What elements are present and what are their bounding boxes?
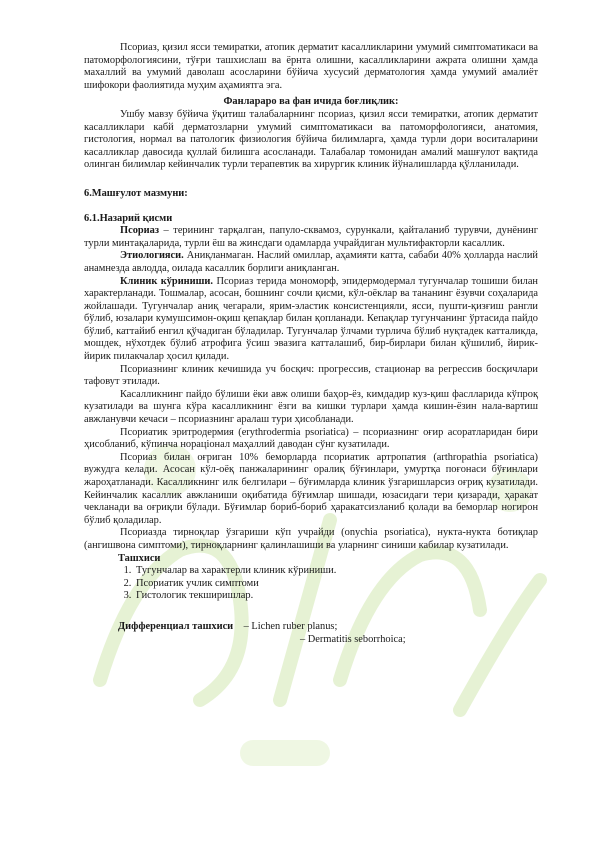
diagnosis-title: Ташхиси (118, 552, 161, 564)
interdisciplinary-paragraph: Ушбу мавзу бўйича ўқитиш талабаларнинг псориаз, қизил ясси темиратки, атопик дерматит касалликлари кабй дерматозларни умумий симптоматикаси ва патоморфологияси, анатомия, гистология, нормал ва патологик физиология бўйича билимларга, ҳамда турли дори воситаларини касалликлар давосида қуллай билишга асосланади. Талабалар томонидан амалий машғулот вақтида олинган билимлар кейинчалик турли терапевтик ва хирургик клиник йўналишларда қўлланилади. (84, 108, 538, 171)
etiology-paragraph (84, 250, 538, 275)
subsection-title: 6.1.Назарий қисми (84, 212, 173, 224)
clinical-term: Клиник кўриниши. (120, 275, 214, 287)
diagnosis-list (84, 565, 538, 603)
clinical-text: Псориаз терида мономорф, эпидермодермал тугунчалар тошиши билан характерланади. Тошмалар, асосан, бошнинг сочли қисми, кўл-оёклар ва тананинг ёзувчи соҳаларида жойлашади. Тугунчалар аниқ чегарали, ярим-эластик консистенцияли, ясси, пушти-қизғиш рангли бўлиб, юзалари кумушсимон-оқиш қепақлар билан қопланади. Кепақлар тугунчанинг ўртасида пайдо бўлиб, каттайиб енгил қўчадиган бўладилар. Тугунчалар ўлчами турлича бўлиб нуқтадек катталикда, мошдек, нўхотдек бўлиб атрофига ўсиш эвазига катталашиб, бир-бирлари билан қўшилиб, йирик-йирик пилакчалар ҳосил қилади. (84, 275, 538, 363)
seasonal-paragraph: Касалликнинг пайдо бўлиши ёки авж олиши баҳор-ёз, кимдадир куз-қиш фаслларида кўпроқ кузатилади ва шунга кўра касалликнинг ёзги ва кишки турлари ҳамда кишин-ёзин нала-вартиш авжланувчи кечаси – псориазнинг аралаш тури ҳисобланади. (84, 388, 538, 426)
clinical-paragraph (84, 276, 538, 364)
differential-line (84, 621, 538, 634)
psoriasis-definition: – терининг тарқалган, папуло-сквамоз, сурункали, қайталаниб турувчи, дунёнинг турли минтақаларида, турли ёш ва жинсдаги одамларда учрайдиган мультифакторли касаллик. (84, 225, 538, 249)
etiology-term: Этиологияси. (120, 250, 184, 262)
differential-title: Дифференциал ташхиси (118, 620, 234, 632)
psoriasis-term: Псориаз (120, 225, 160, 237)
section-title: 6.Машғулот мазмуни: (84, 187, 188, 199)
list-item: 2. Псориатик учлик симптоми (134, 578, 538, 591)
list-item: 3. Гистологик текширишлар. (134, 590, 538, 603)
differential-item: – Dermatitis seborrhoica; (300, 633, 406, 645)
intro-paragraph: Псориаз, қизил ясси темиратки, атопик дерматит касалликларини умумий симптоматикаси ва патоморфологиясини, тўғри ташхислаш ва ёрнта олишни, касалликларини ажрата олишни ҳамда махаллий ва умумий даволаш асосларини бўйича хусусий дерматология ҳамда умумий амалиёт шифокори фаолиятида муҳим аҳамиятга эга. (84, 42, 538, 91)
interdisciplinary-title: Фанлараро ва фан ичида боғлиқлик: (223, 96, 399, 108)
psoriasis-paragraph (84, 225, 538, 250)
course-paragraph: Псориазнинг клиник кечишида уч босқич: прогрессив, стационар ва регрессив босқичлари тафовут этилади. (84, 363, 538, 388)
list-item: 1. Тугунчалар ва характерли клиник кўриниши. (134, 565, 538, 578)
erythrodermia-paragraph: Псориатик эритродермия (erythrodermia psoriatica) – псориазнинг оғир асоратларидан бири ҳисобланиб, кўпинча нораціонал маҳаллий даводан сўнг кузатилади. (84, 426, 538, 451)
differential-item: – Lichen ruber planus; (243, 620, 338, 632)
arthropathia-paragraph: Псориаз билан оғриган 10% беморларда псориатик артропатия (arthropathia psoriatica) вужудга келади. Асосан кўл-оёқ панжаларининг оралиқ бўғинлари, умуртқа поғонаси бўғинлари жароҳатланади. Касалликнинг илк белгилари – бўғимларда клиник ўзгаришларсиз оғриқ кузатилади. Кейинчалик касаллик авжланиши оқибатида бўғимлар шишади, юзасидаги тери қизаради, ҳаракат чекланади ва оғриқли бўлади. Бўғимлар бориб-бориб ҳаракатсизланиб қолади ва беморлар ногирон бўлиб қоладилар. (84, 451, 538, 526)
nails-paragraph: Псориазда тирноқлар ўзгариши кўп учрайди (onychia psoriatica), нукта-нукта ботиқлар (ангишвона симптоми), тирноқларнинг қалинлашиши ва уларнинг синиши кабилар кузатилади. (84, 527, 538, 551)
etiology-text: Аниқланмаган. Наслий омиллар, аҳамияти катта, сабаби 40% ҳолларда наслий анамнезда авлодда, оилада касаллик борлиги аниқланган. (84, 250, 538, 274)
